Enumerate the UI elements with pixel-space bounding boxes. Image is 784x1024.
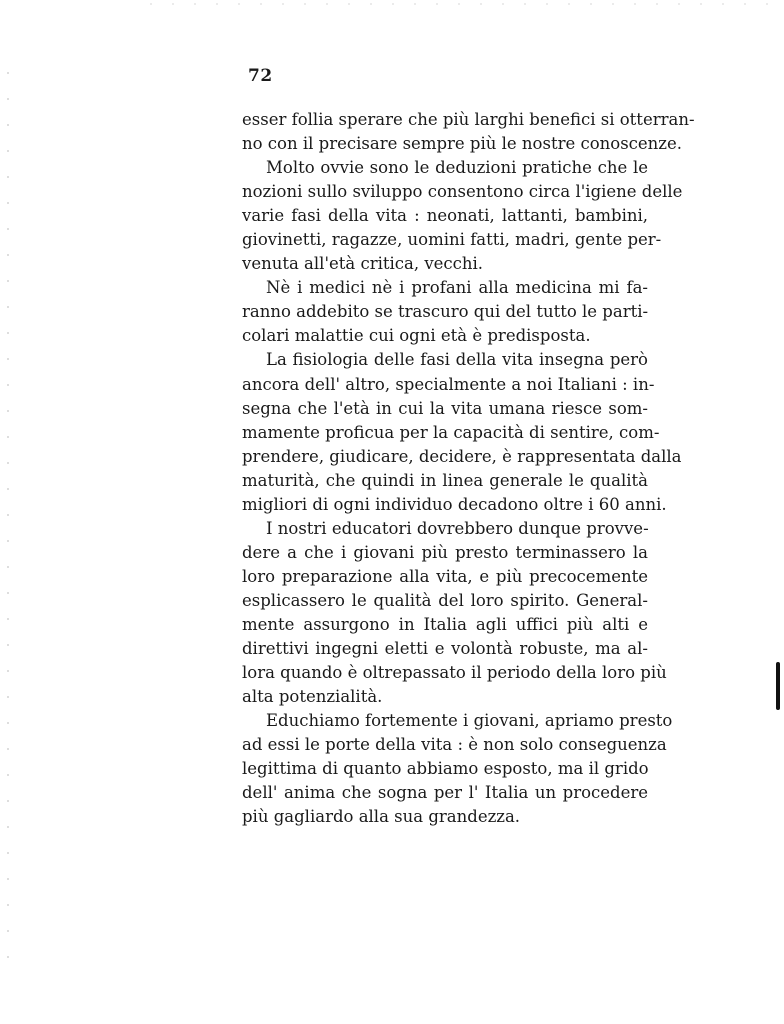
text-line: più gagliardo alla sua grandezza. xyxy=(242,807,521,827)
text-line: mente assurgono in Italia agli uffici più alti e xyxy=(242,614,648,634)
text-line: colari malattie cui ogni età è predisposta. xyxy=(242,326,591,346)
text-line: no con il precisare sempre più le nostre conoscenze. xyxy=(242,134,683,154)
text-line: direttivi ingegni eletti e volontà robuste, ma al- xyxy=(242,639,648,659)
text-line: Molto ovvie sono le deduzioni pratiche che le xyxy=(266,158,648,178)
text-line: loro preparazione alla vita, e più precocemente xyxy=(242,566,648,586)
text-line: varie fasi della vita : neonati, lattanti, bambini, xyxy=(242,206,648,226)
text-line: dere a che i giovani più presto terminassero la xyxy=(242,542,648,562)
scan-noise-top xyxy=(140,0,780,8)
text-line: ranno addebito se trascuro qui del tutto le parti- xyxy=(242,302,649,322)
text-line: prendere, giudicare, decidere, è rappresentata dalla xyxy=(242,446,682,466)
scan-edge-mark xyxy=(776,662,780,710)
text-line: legittima di quanto abbiamo esposto, ma il grido xyxy=(242,759,649,779)
text-line: Nè i medici nè i profani alla medicina mi fa- xyxy=(266,278,648,298)
page-number: 72 xyxy=(248,66,273,86)
text-line: maturità, che quindi in linea generale le qualità xyxy=(242,470,648,490)
scan-noise-left-edge xyxy=(4,60,12,960)
body-text xyxy=(242,108,695,829)
text-line: I nostri educatori dovrebbero dunque provve- xyxy=(266,518,649,538)
text-line: lora quando è oltrepassato il periodo della loro più xyxy=(242,663,667,683)
text-line: ad essi le porte della vita : è non solo conseguenza xyxy=(242,735,667,755)
text-line: esplicassero le qualità del loro spirito. General- xyxy=(242,590,648,610)
text-line: migliori di ogni individuo decadono oltre i 60 anni. xyxy=(242,494,667,514)
text-line: segna che l'età in cui la vita umana riesce som- xyxy=(242,398,648,418)
text-line: venuta all'età critica, vecchi. xyxy=(242,254,484,274)
text-line: alta potenzialità. xyxy=(242,687,383,707)
text-line: ancora dell' altro, specialmente a noi Italiani : in- xyxy=(242,374,655,394)
text-line: mamente proficua per la capacità di sentire, com- xyxy=(242,422,660,442)
text-line: Educhiamo fortemente i giovani, apriamo presto xyxy=(266,711,673,731)
text-line: esser follia sperare che più larghi benefici si otterran- xyxy=(242,110,695,129)
text-line: dell' anima che sogna per l' Italia un procedere xyxy=(242,783,648,803)
text-line: nozioni sullo sviluppo consentono circa l'igiene delle xyxy=(242,182,683,202)
text-line: giovinetti, ragazze, uomini fatti, madri, gente per- xyxy=(242,230,662,250)
text-line: La fisiologia delle fasi della vita insegna però xyxy=(266,350,648,370)
